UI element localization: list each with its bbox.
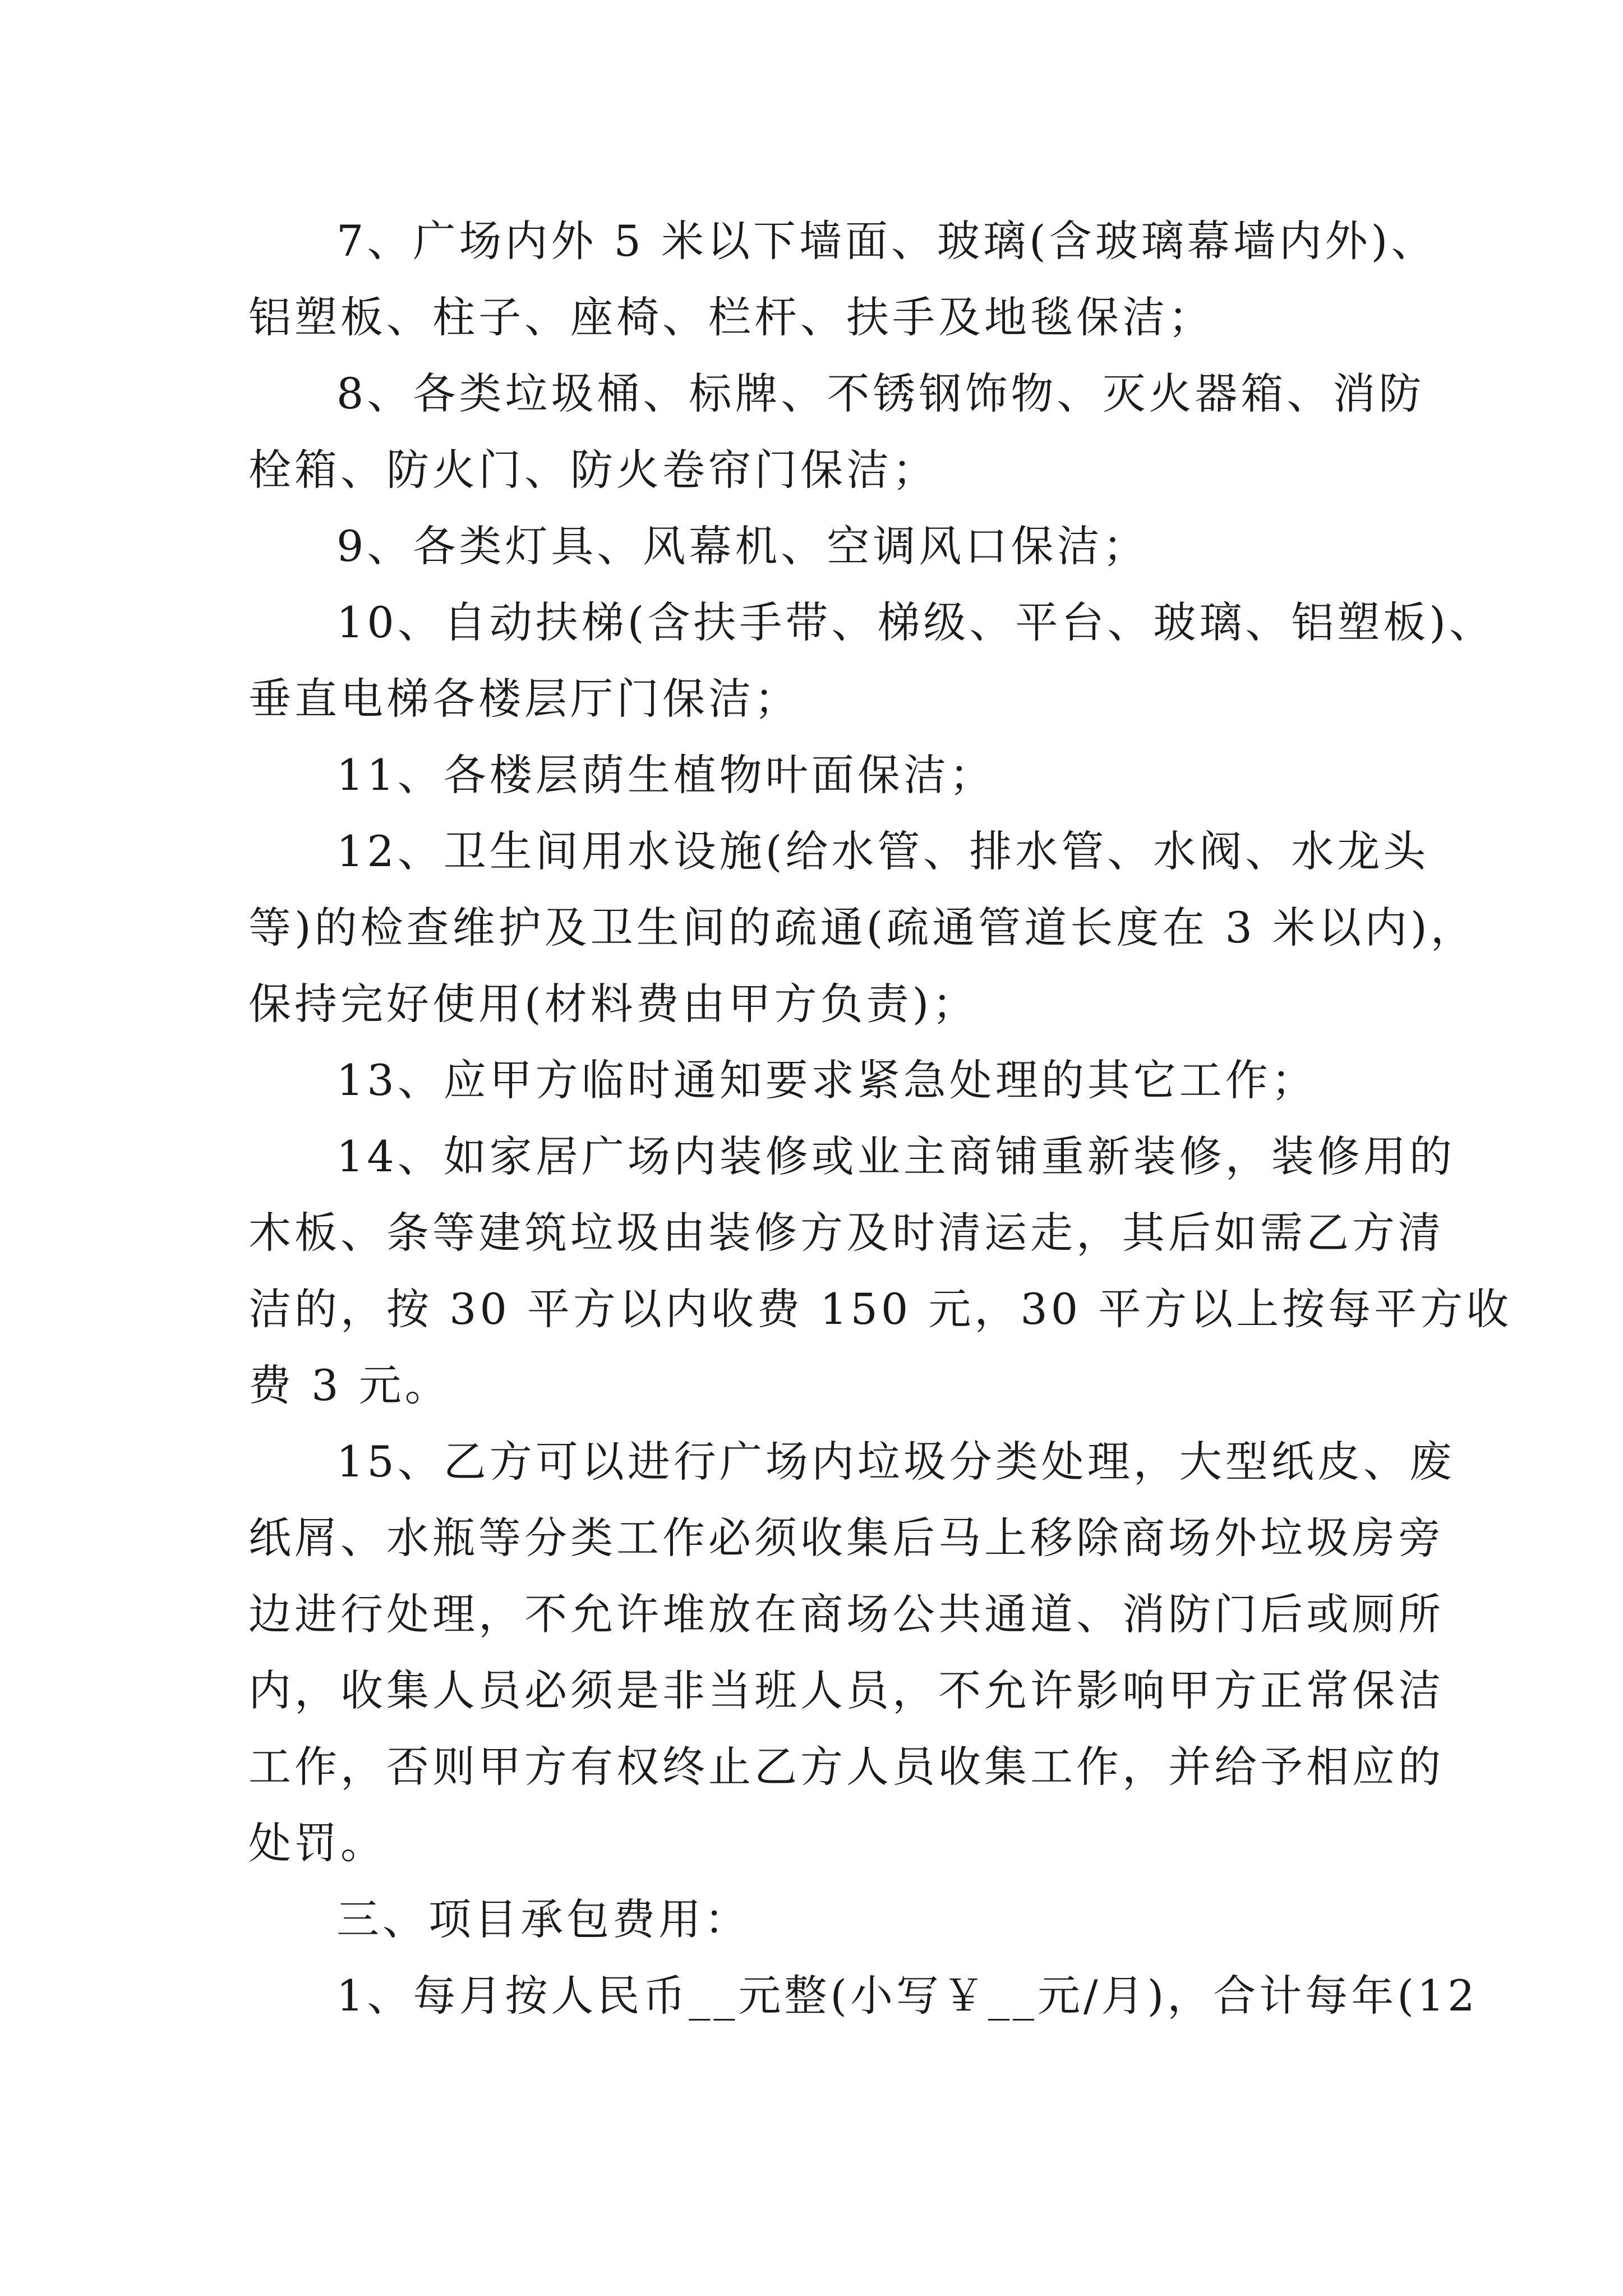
text-line: 15、乙方可以进行广场内垃圾分类处理，大型纸皮、废 <box>336 1437 1455 1487</box>
text-line: 洁的，按 30 平方以内收费 150 元，30 平方以上按每平方收 <box>248 1284 1513 1334</box>
text-line: 费 3 元。 <box>248 1360 451 1410</box>
text-line: 纸屑、水瓶等分类工作必须收集后马上移除商场外垃圾房旁 <box>248 1513 1444 1563</box>
text-line: 铝塑板、柱子、座椅、栏杆、扶手及地毯保洁； <box>248 292 1214 342</box>
text-line: 栓箱、防火门、防火卷帘门保洁； <box>248 445 938 495</box>
text-line: 保持完好使用(材料费由甲方负责)； <box>248 979 979 1029</box>
section-heading: 三、项目承包费用： <box>336 1894 750 1944</box>
text-line: 9、各类灯具、风幕机、空调风口保洁； <box>336 521 1149 571</box>
text-line: 10、自动扶梯(含扶手带、梯级、平台、玻璃、铝塑板)、 <box>336 597 1496 647</box>
text-line: 13、应甲方临时通知要求紧急处理的其它工作； <box>336 1055 1317 1105</box>
text-line: 7、广场内外 5 米以下墙面、玻璃(含玻璃幕墙内外)、 <box>336 216 1437 266</box>
text-line: 14、如家居广场内装修或业主商铺重新装修，装修用的 <box>336 1131 1455 1181</box>
text-line: 8、各类垃圾桶、标牌、不锈钢饰物、灭火器箱、消防 <box>336 369 1425 418</box>
text-line: 11、各楼层荫生植物叶面保洁； <box>336 750 995 800</box>
text-line: 12、卫生间用水设施(给水管、排水管、水阀、水龙头 <box>336 826 1430 876</box>
text-line: 木板、条等建筑垃圾由装修方及时清运走，其后如需乙方清 <box>248 1208 1444 1258</box>
text-line: 边进行处理，不允许堆放在商场公共通道、消防门后或厕所 <box>248 1589 1444 1639</box>
text-line: 内，收集人员必须是非当班人员，不允许影响甲方正常保洁 <box>248 1665 1444 1715</box>
text-line: 工作，否则甲方有权终止乙方人员收集工作，并给予相应的 <box>248 1742 1444 1792</box>
text-line: 垂直电梯各楼层厅门保洁； <box>248 674 800 724</box>
text-line: 1、每月按人民币__元整(小写￥__元/月)，合计每年(12 <box>336 1971 1478 2021</box>
text-line: 等)的检查维护及卫生间的疏通(疏通管道长度在 3 米以内)， <box>248 903 1477 953</box>
text-line: 处罚。 <box>248 1818 386 1868</box>
